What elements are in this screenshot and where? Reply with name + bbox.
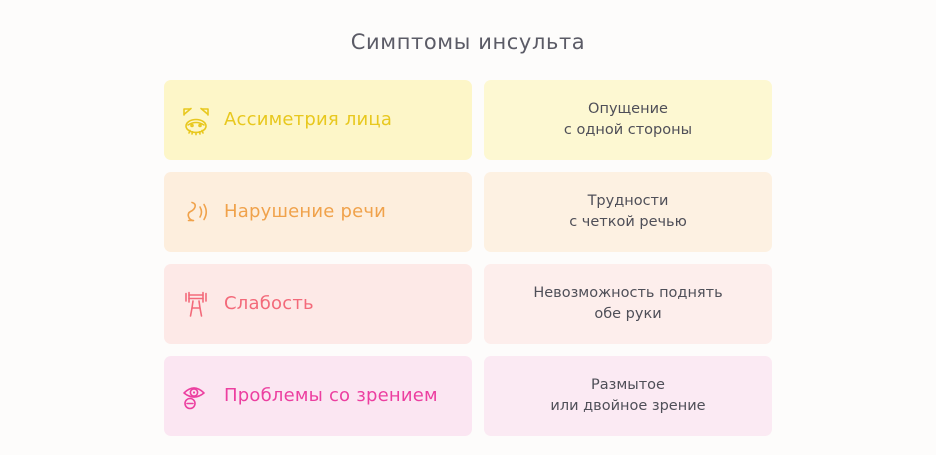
symptom-description-cell bbox=[484, 172, 772, 252]
symptom-list bbox=[164, 80, 772, 436]
symptom-name-cell bbox=[164, 172, 472, 252]
symptom-name-cell bbox=[164, 264, 472, 344]
vision-problem-icon bbox=[178, 376, 214, 416]
symptom-name-cell bbox=[164, 356, 472, 436]
symptom-row bbox=[164, 264, 772, 344]
description-line: или двойное зрение bbox=[550, 398, 706, 414]
symptom-label: Проблемы со зрением bbox=[224, 385, 438, 407]
symptom-row bbox=[164, 80, 772, 160]
face-asymmetry-icon bbox=[178, 100, 214, 140]
symptom-label: Нарушение речи bbox=[224, 201, 387, 223]
symptom-row bbox=[164, 172, 772, 252]
symptom-description-cell bbox=[484, 356, 772, 436]
description-line: Невозможность поднять bbox=[533, 284, 723, 301]
page-title: Симптомы инсульта bbox=[350, 30, 586, 54]
symptom-description-cell bbox=[484, 80, 772, 160]
description-line: Опущение bbox=[588, 100, 668, 117]
speech-impairment-icon bbox=[178, 192, 214, 232]
symptom-label: Слабость bbox=[224, 293, 314, 315]
description-line: с одной стороны bbox=[563, 122, 693, 138]
description-line: Размытое bbox=[591, 376, 665, 393]
description-line: обе руки bbox=[594, 306, 662, 322]
description-line: с четкой речью bbox=[569, 214, 687, 230]
symptom-label: Ассиметрия лица bbox=[224, 109, 393, 131]
symptom-description-cell bbox=[484, 264, 772, 344]
arm-weakness-icon bbox=[178, 284, 214, 324]
description-line: Трудности bbox=[587, 192, 669, 209]
symptom-name-cell bbox=[164, 80, 472, 160]
symptom-row bbox=[164, 356, 772, 436]
